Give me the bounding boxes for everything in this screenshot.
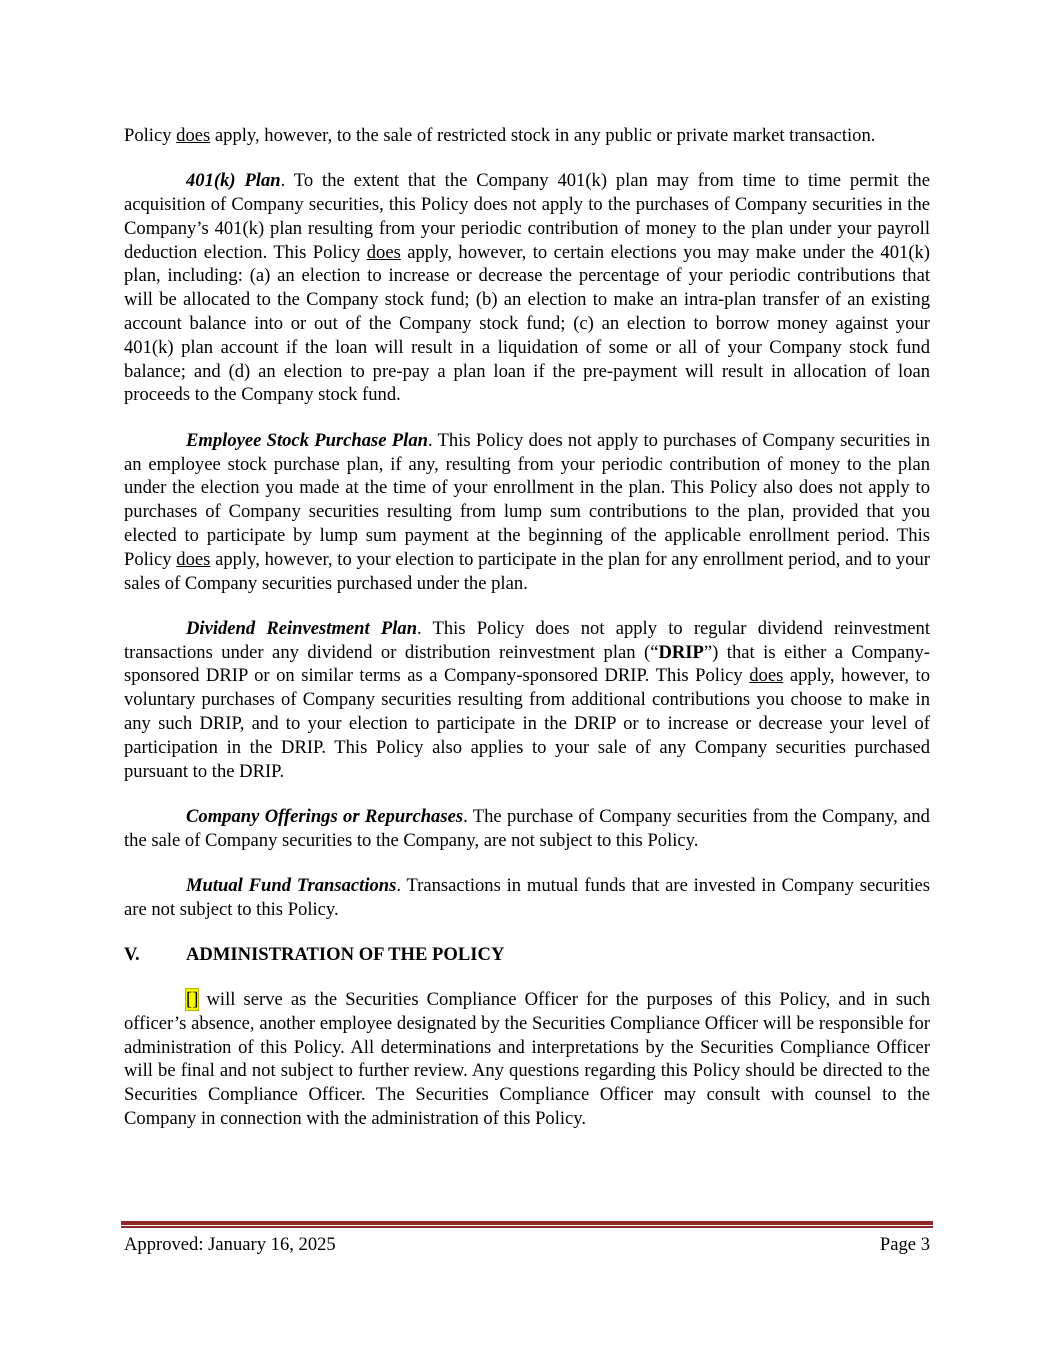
name-placeholder-highlight: []: [186, 988, 199, 1010]
mutual-fund-title: Mutual Fund Transactions: [186, 875, 397, 897]
does-emphasis: does: [176, 125, 211, 146]
drip-abbreviation: DRIP: [658, 641, 704, 663]
page-number: Page 3: [879, 1234, 930, 1255]
footer-divider: [121, 1221, 933, 1228]
drip-title: Dividend Reinvestment Plan: [186, 617, 418, 639]
espp-paragraph: Employee Stock Purchase Plan. This Policy does not apply to purchases of Company securities in an employee stock purchase plan, if any, resulting from your periodic contribution of money to the plan under the election you made at the time of your enrollment in the plan. This Policy also does not apply to purchases of Company securities resulting from lump sum contributions to the plan, provided that you elected to participate by lump sum payment at the beginning of the applicable enrollment period. This Policy does apply, however, to your election to participate in the plan for any enrollment period, and to your sales of Company securities purchased under the plan.: [124, 429, 930, 594]
section-heading: [124, 943, 930, 967]
section-number: V.: [124, 943, 140, 965]
section-title: ADMINISTRATION OF THE POLICY: [186, 943, 505, 965]
does-emphasis: does: [749, 665, 784, 687]
plan-401k-title: 401(k) Plan: [186, 170, 281, 192]
does-emphasis: does: [366, 241, 401, 263]
plan-401k-paragraph: 401(k) Plan. To the extent that the Company 401(k) plan may from time to time permit the acquisition of Company securities, this Policy does not apply to the purchases of Company securities in the Company’s 401(k) plan resulting from your periodic contribution of money to the plan under your payroll deduction election. This Policy does apply, however, to certain elections you may make under the 401(k) plan, including: (a) an election to increase or decrease the percentage of your periodic contributions that will be allocated to the Company stock fund; (b) an election to make an intra-plan transfer of an existing account balance into or out of the Company stock fund; (c) an election to borrow money against your 401(k) plan account if the loan will result in a liquidation of some or all of your Company stock fund balance; and (d) an election to pre-pay a plan loan if the pre-payment will result in allocation of loan proceeds to the Company stock fund.: [124, 170, 930, 406]
offerings-title: Company Offerings or Repurchases: [186, 805, 464, 827]
document-body: [124, 124, 930, 1131]
mutual-fund-paragraph: Mutual Fund Transactions. Transactions in mutual funds that are invested in Company securities are not subject to this Policy.: [124, 875, 930, 920]
does-emphasis: does: [176, 548, 211, 570]
approval-date: Approved: January 16, 2025: [124, 1234, 336, 1255]
offerings-paragraph: Company Offerings or Repurchases. The purchase of Company securities from the Company, and the sale of Company securities to the Company, are not subject to this Policy.: [124, 805, 930, 851]
espp-title: Employee Stock Purchase Plan: [186, 429, 428, 451]
intro-paragraph: Policy does apply, however, to the sale of restricted stock in any public or private market transaction.: [124, 125, 876, 146]
page-footer: [124, 1233, 930, 1256]
administration-paragraph: [] will serve as the Securities Compliance Officer for the purposes of this Policy, and in such officer’s absence, another employee designated by the Securities Compliance Officer will be responsible for administration of this Policy. All determinations and interpretations by the Securities Compliance Officer will be final and not subject to further review. Any questions regarding this Policy should be directed to the Securities Compliance Officer. The Securities Compliance Officer may consult with counsel to the Company in connection with the administration of this Policy.: [124, 988, 930, 1129]
drip-paragraph: Dividend Reinvestment Plan. This Policy does not apply to regular dividend reinvestment transactions under any dividend or distribution reinvestment plan (“DRIP”) that is either a Company-sponsored DRIP or on similar terms as a Company-sponsored DRIP. This Policy does apply, however, to voluntary purchases of Company securities resulting from additional contributions you choose to make in any such DRIP, and to your election to participate in the DRIP or to increase or decrease your level of participation in the DRIP. This Policy also applies to your sale of any Company securities purchased pursuant to the DRIP.: [124, 617, 931, 782]
